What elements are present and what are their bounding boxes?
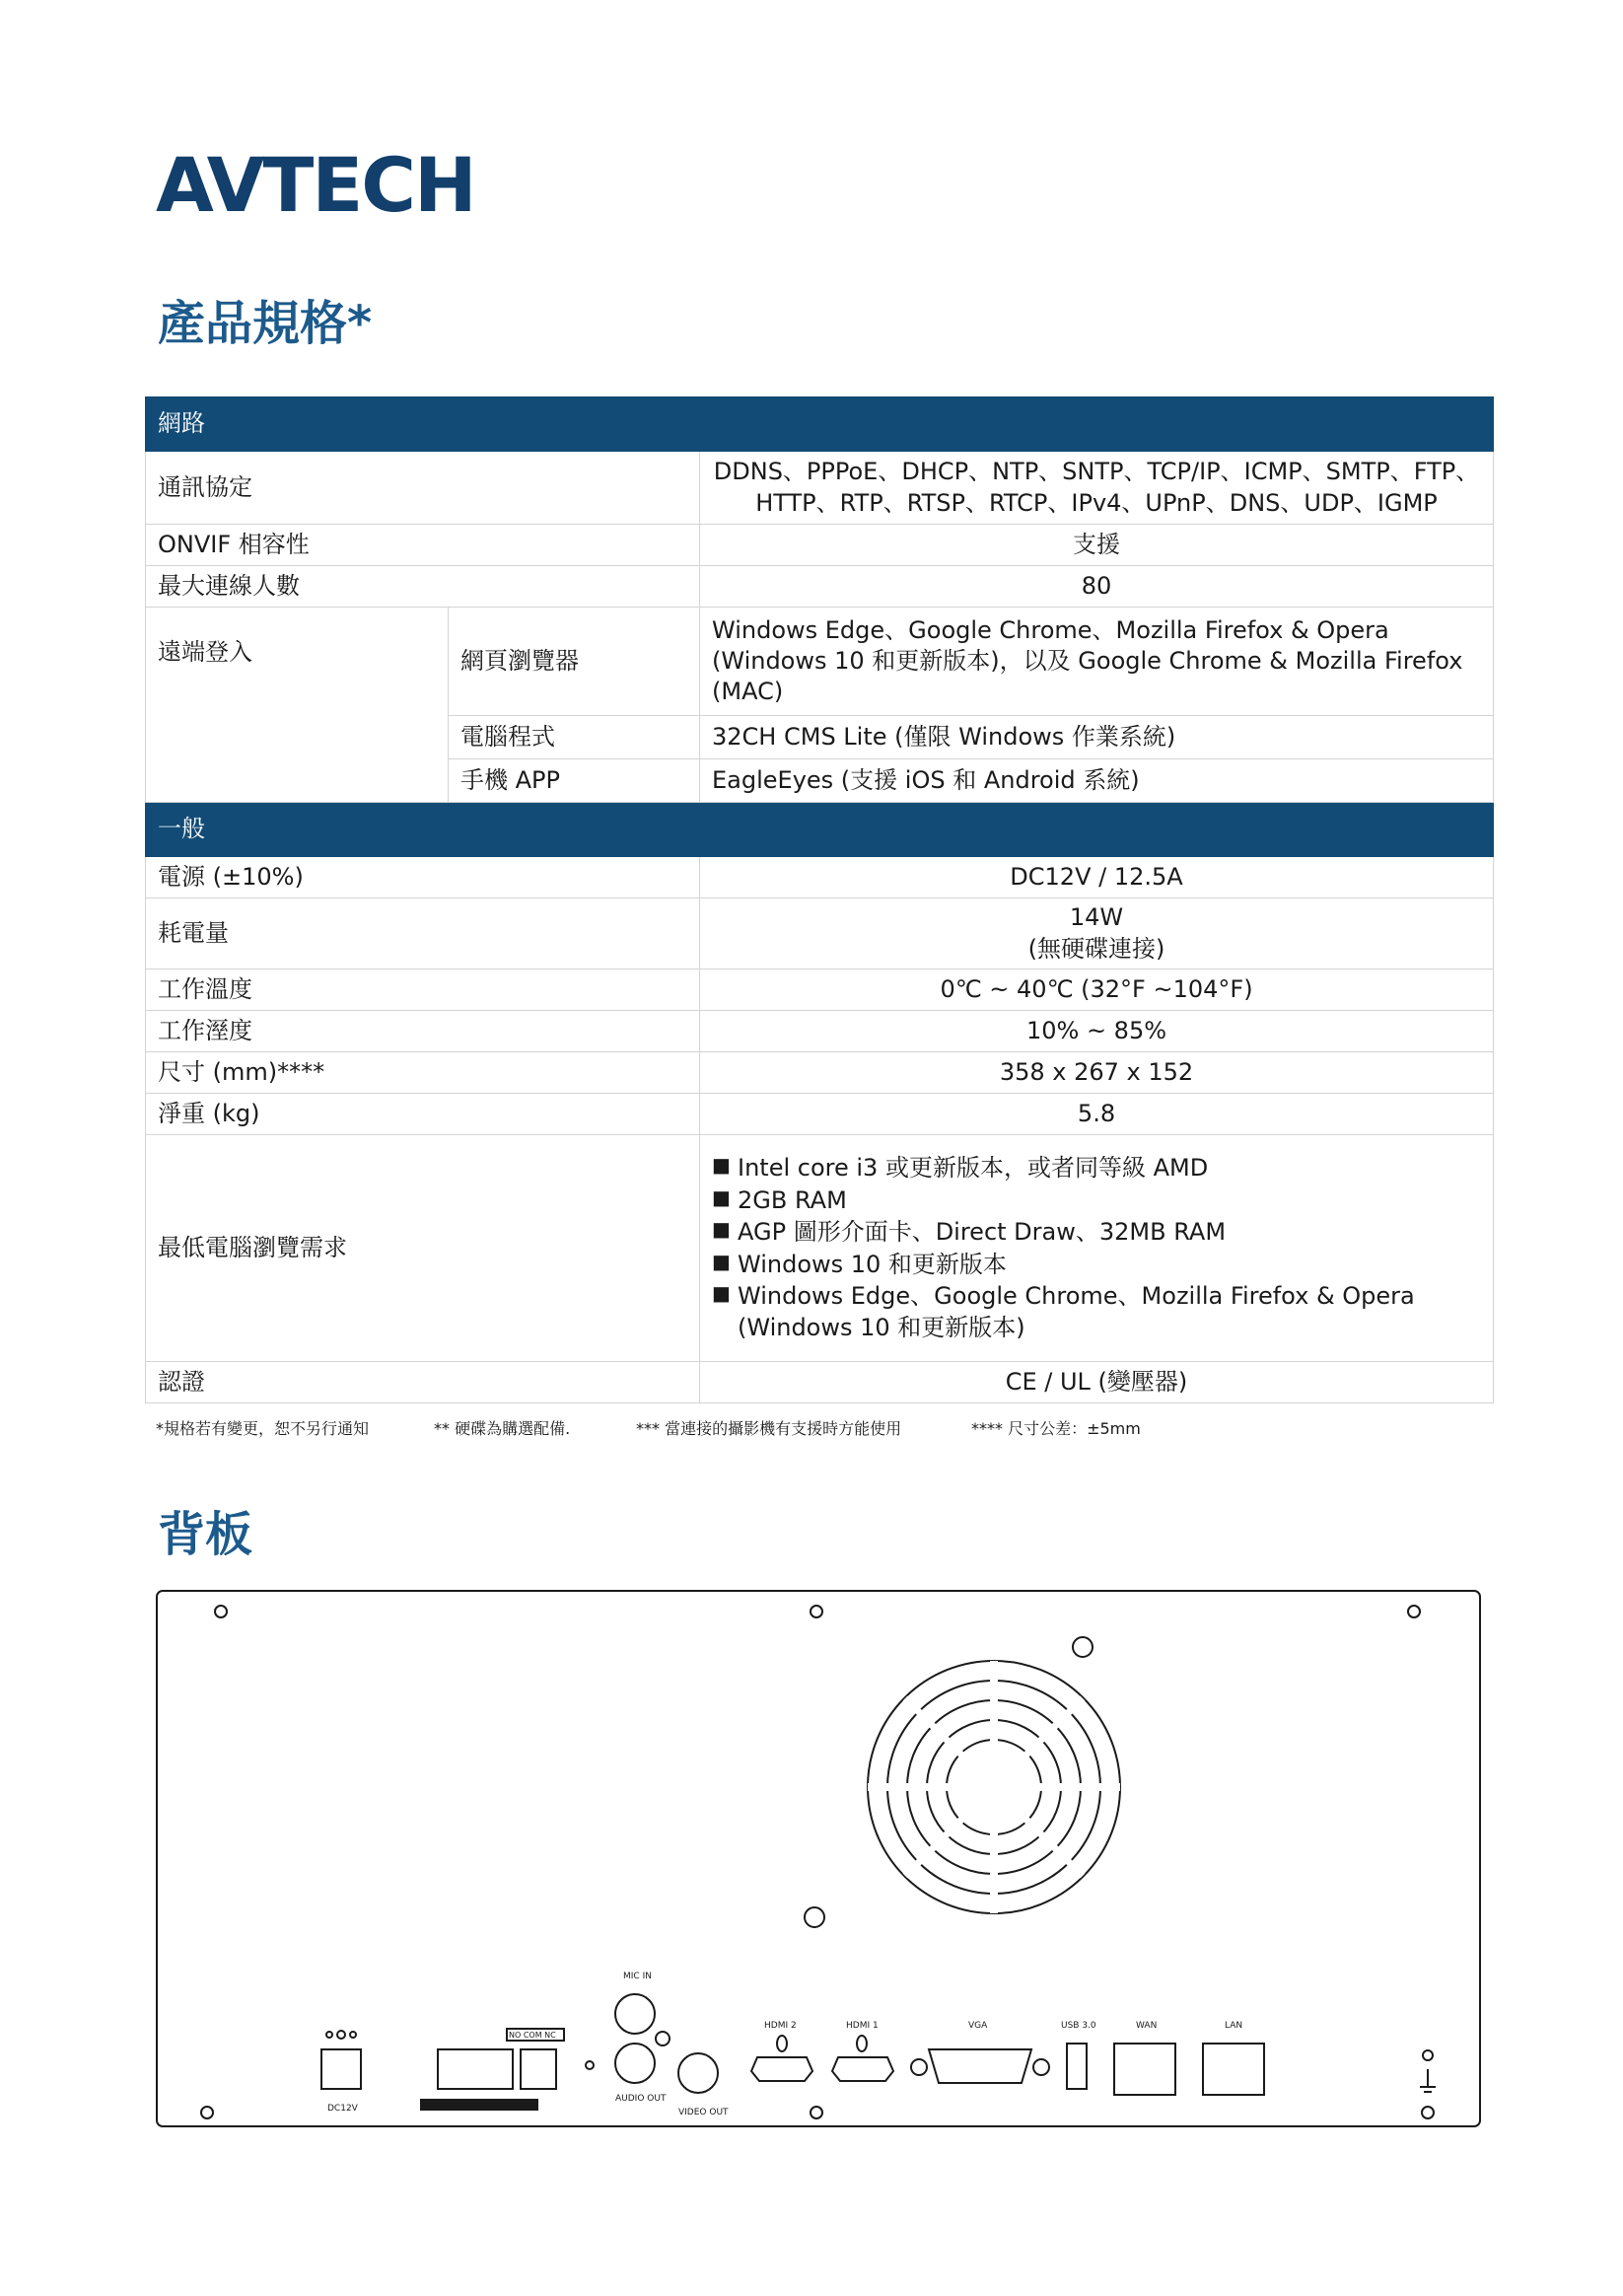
row-value: 5.8 bbox=[700, 1094, 1494, 1135]
row-label: 淨重 (kg) bbox=[146, 1094, 700, 1135]
section-title: 網路 bbox=[146, 397, 1494, 452]
requirements-value bbox=[700, 1135, 1494, 1362]
row-sublabel: 網頁瀏覽器 bbox=[449, 608, 700, 716]
consumption-value bbox=[700, 898, 1494, 969]
row-label: 電源 (±10%) bbox=[146, 857, 700, 898]
wan-label: WAN bbox=[1136, 2021, 1158, 2031]
screw-hole bbox=[1422, 2107, 1434, 2118]
section-title: 一般 bbox=[146, 803, 1494, 857]
rear-panel-title: 背板 bbox=[158, 1507, 253, 1562]
table-row bbox=[146, 608, 1494, 716]
table-row bbox=[146, 969, 1494, 1011]
consumption-line: 14W bbox=[1069, 903, 1124, 932]
table-row bbox=[146, 857, 1494, 898]
table-row bbox=[146, 1135, 1494, 1362]
row-label: ONVIF 相容性 bbox=[146, 525, 700, 566]
row-label: 認證 bbox=[146, 1362, 700, 1403]
relay-label: NO COM NC bbox=[509, 2031, 556, 2040]
screw-hole bbox=[215, 1606, 227, 1617]
table-row bbox=[146, 525, 1494, 566]
fan-grille bbox=[868, 1661, 1120, 1913]
dc-power-jack bbox=[321, 2031, 361, 2114]
lan-port bbox=[1203, 2021, 1264, 2095]
mount-hole bbox=[1073, 1637, 1093, 1657]
dc-label: DC12V bbox=[327, 2104, 358, 2114]
footnote: ** 硬碟為購選配備. bbox=[434, 1419, 571, 1438]
row-value: EagleEyes (支援 iOS 和 Android 系統) bbox=[700, 759, 1494, 803]
list-item: ■ Intel core i3 或更新版本，或者同等級 AMD bbox=[712, 1152, 1481, 1184]
table-row bbox=[146, 1011, 1494, 1052]
table-row bbox=[146, 1094, 1494, 1135]
screw-hole bbox=[201, 2107, 213, 2118]
audio-label: AUDIO OUT bbox=[615, 2094, 667, 2104]
list-item: ■ Windows Edge、Google Chrome、Mozilla Firefox & Opera (Windows 10 和更新版本) bbox=[712, 1280, 1481, 1344]
row-label: 耗電量 bbox=[146, 898, 700, 969]
protocol-value bbox=[700, 452, 1494, 525]
screw-hole bbox=[1408, 1606, 1420, 1617]
usb-label: USB 3.0 bbox=[1061, 2021, 1096, 2031]
row-label: 最大連線人數 bbox=[146, 566, 700, 608]
audio-ports bbox=[615, 1972, 670, 2104]
row-value: 32CH CMS Lite (僅限 Windows 作業系統) bbox=[700, 716, 1494, 759]
section-network-header bbox=[146, 397, 1494, 452]
panel-outline bbox=[157, 1591, 1480, 2126]
hdmi2-label: HDMI 2 bbox=[764, 2021, 797, 2031]
row-label: 遠端登入 bbox=[146, 608, 449, 803]
hdmi-2-port bbox=[751, 2021, 812, 2081]
table-row bbox=[146, 452, 1494, 525]
footnote: **** 尺寸公差：±5mm bbox=[971, 1419, 1141, 1438]
row-sublabel: 手機 APP bbox=[449, 759, 700, 803]
table-row bbox=[146, 898, 1494, 969]
list-item: ■ AGP 圖形介面卡、Direct Draw、32MB RAM bbox=[712, 1216, 1481, 1248]
row-value: 358 x 267 x 152 bbox=[700, 1052, 1494, 1094]
row-label: 工作溫度 bbox=[146, 969, 700, 1011]
rear-panel-diagram bbox=[156, 1590, 1481, 2127]
row-label: 尺寸 (mm)**** bbox=[146, 1052, 700, 1094]
screw-hole bbox=[811, 1606, 822, 1617]
video-out-port bbox=[678, 2053, 729, 2117]
table-row bbox=[146, 1362, 1494, 1403]
row-label: 工作溼度 bbox=[146, 1011, 700, 1052]
table-row bbox=[146, 1052, 1494, 1094]
protocol-line: HTTP、RTP、RTSP、RTCP、IPv4、UPnP、DNS、UDP、IGMP bbox=[755, 488, 1438, 517]
consumption-line: (無硬碟連接) bbox=[1027, 934, 1165, 963]
row-value: 0℃ ~ 40℃ (32°F ~104°F) bbox=[700, 969, 1494, 1011]
protocol-line: DDNS、PPPoE、DHCP、NTP、SNTP、TCP/IP、ICMP、SMTP、FTP、 bbox=[713, 458, 1480, 486]
row-value: 支援 bbox=[700, 525, 1494, 566]
vga-port bbox=[911, 2021, 1049, 2083]
row-value: 80 bbox=[700, 566, 1494, 608]
list-item: ■ 2GB RAM bbox=[712, 1184, 1481, 1216]
usb-port bbox=[1061, 2021, 1096, 2089]
row-value: 10% ~ 85% bbox=[700, 1011, 1494, 1052]
mic-label: MIC IN bbox=[623, 1972, 652, 1981]
row-label: 最低電腦瀏覽需求 bbox=[146, 1135, 700, 1362]
hdmi1-label: HDMI 1 bbox=[846, 2021, 879, 2031]
lan-label: LAN bbox=[1225, 2021, 1243, 2031]
table-row bbox=[146, 566, 1494, 608]
list-item: ■ Windows 10 和更新版本 bbox=[712, 1249, 1481, 1280]
ground-icon bbox=[1420, 2069, 1436, 2092]
brand-logo: AVTECH bbox=[156, 141, 475, 229]
row-value: Windows Edge、Google Chrome、Mozilla Firefox & Opera (Windows 10 和更新版本)，以及 Google Chrome & Mozilla Firefox (MAC) bbox=[700, 608, 1494, 716]
vga-label: VGA bbox=[968, 2021, 988, 2031]
spec-table bbox=[145, 396, 1494, 1403]
row-value: CE / UL (變壓器) bbox=[700, 1362, 1494, 1403]
section-general-header bbox=[146, 803, 1494, 857]
row-sublabel: 電腦程式 bbox=[449, 716, 700, 759]
footnote: *** 當連接的攝影機有支援時方能使用 bbox=[636, 1419, 902, 1438]
footnote: *規格若有變更，恕不另行通知 bbox=[156, 1419, 370, 1438]
video-label: VIDEO OUT bbox=[678, 2108, 729, 2117]
alarm-io-block bbox=[420, 2029, 564, 2111]
requirements-list bbox=[712, 1146, 1481, 1349]
hdmi-1-port bbox=[832, 2021, 893, 2081]
wan-port bbox=[1114, 2021, 1175, 2095]
row-label: 通訊協定 bbox=[146, 452, 700, 525]
mount-hole bbox=[805, 1907, 824, 1927]
screw-hole bbox=[586, 2061, 594, 2069]
row-value: DC12V / 12.5A bbox=[700, 857, 1494, 898]
spec-title: 產品規格* bbox=[158, 296, 373, 351]
screw-hole bbox=[811, 2107, 822, 2118]
screw-hole bbox=[1423, 2050, 1433, 2060]
